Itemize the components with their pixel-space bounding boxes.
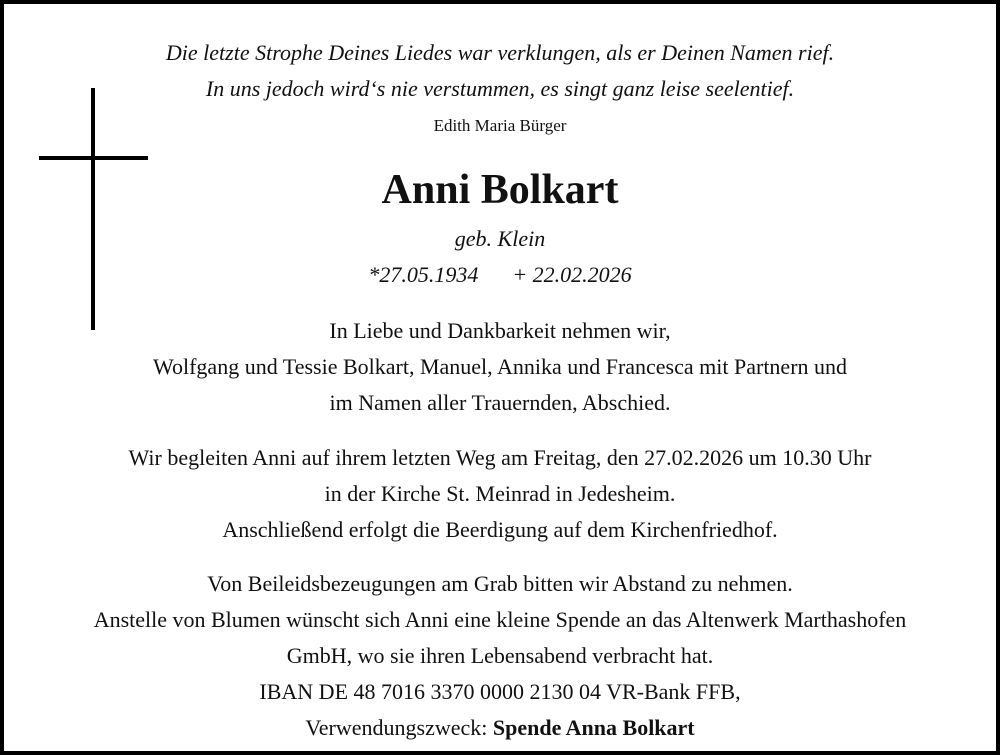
quote-line-1: Die letzte Strophe Deines Liedes war verklungen, als er Deinen Namen rief. <box>165 40 835 65</box>
funeral-line-3: Anschließend erfolgt die Beerdigung auf dem Kirchenfriedhof. <box>222 517 778 542</box>
purpose-label: Verwendungszweck: <box>305 715 488 740</box>
cross-horizontal-bar <box>39 156 148 160</box>
donation-line-1: Von Beileidsbezeugungen am Grab bitten wir Abstand zu nehmen. <box>207 571 793 596</box>
mourners-line-3: im Namen aller Trauernden, Abschied. <box>329 390 671 415</box>
birth-name: geb. Klein <box>454 226 546 251</box>
deceased-name: Anni Bolkart <box>381 167 619 213</box>
donation-line-3: GmbH, wo sie ihren Lebensabend verbracht hat. <box>286 643 714 668</box>
mourners-line-1: In Liebe und Dankbarkeit nehmen wir, <box>329 318 671 343</box>
funeral-line-2: in der Kirche St. Meinrad in Jedesheim. <box>324 481 676 506</box>
iban: IBAN DE 48 7016 3370 0000 2130 04 VR-Bank FFB, <box>259 679 741 704</box>
quote-author: Edith Maria Bürger <box>433 116 567 135</box>
funeral-line-1: Wir begleiten Anni auf ihrem letzten Weg am Freitag, den 27.02.2026 um 10.30 Uhr <box>128 445 872 470</box>
birth-date: *27.05.1934 <box>368 262 479 287</box>
death-date: + 22.02.2026 <box>512 262 632 287</box>
donation-line-2: Anstelle von Blumen wünscht sich Anni eine kleine Spende an das Altenwerk Marthashofen <box>93 607 907 632</box>
purpose-line <box>4 715 996 741</box>
mourners-line-2: Wolfgang und Tessie Bolkart, Manuel, Annika und Francesca mit Partnern und <box>152 354 848 379</box>
purpose-value: Spende Anna Bolkart <box>492 715 695 740</box>
life-dates <box>4 262 996 288</box>
quote-line-2: In uns jedoch wird‘s nie verstummen, es singt ganz leise seelentief. <box>205 76 795 101</box>
